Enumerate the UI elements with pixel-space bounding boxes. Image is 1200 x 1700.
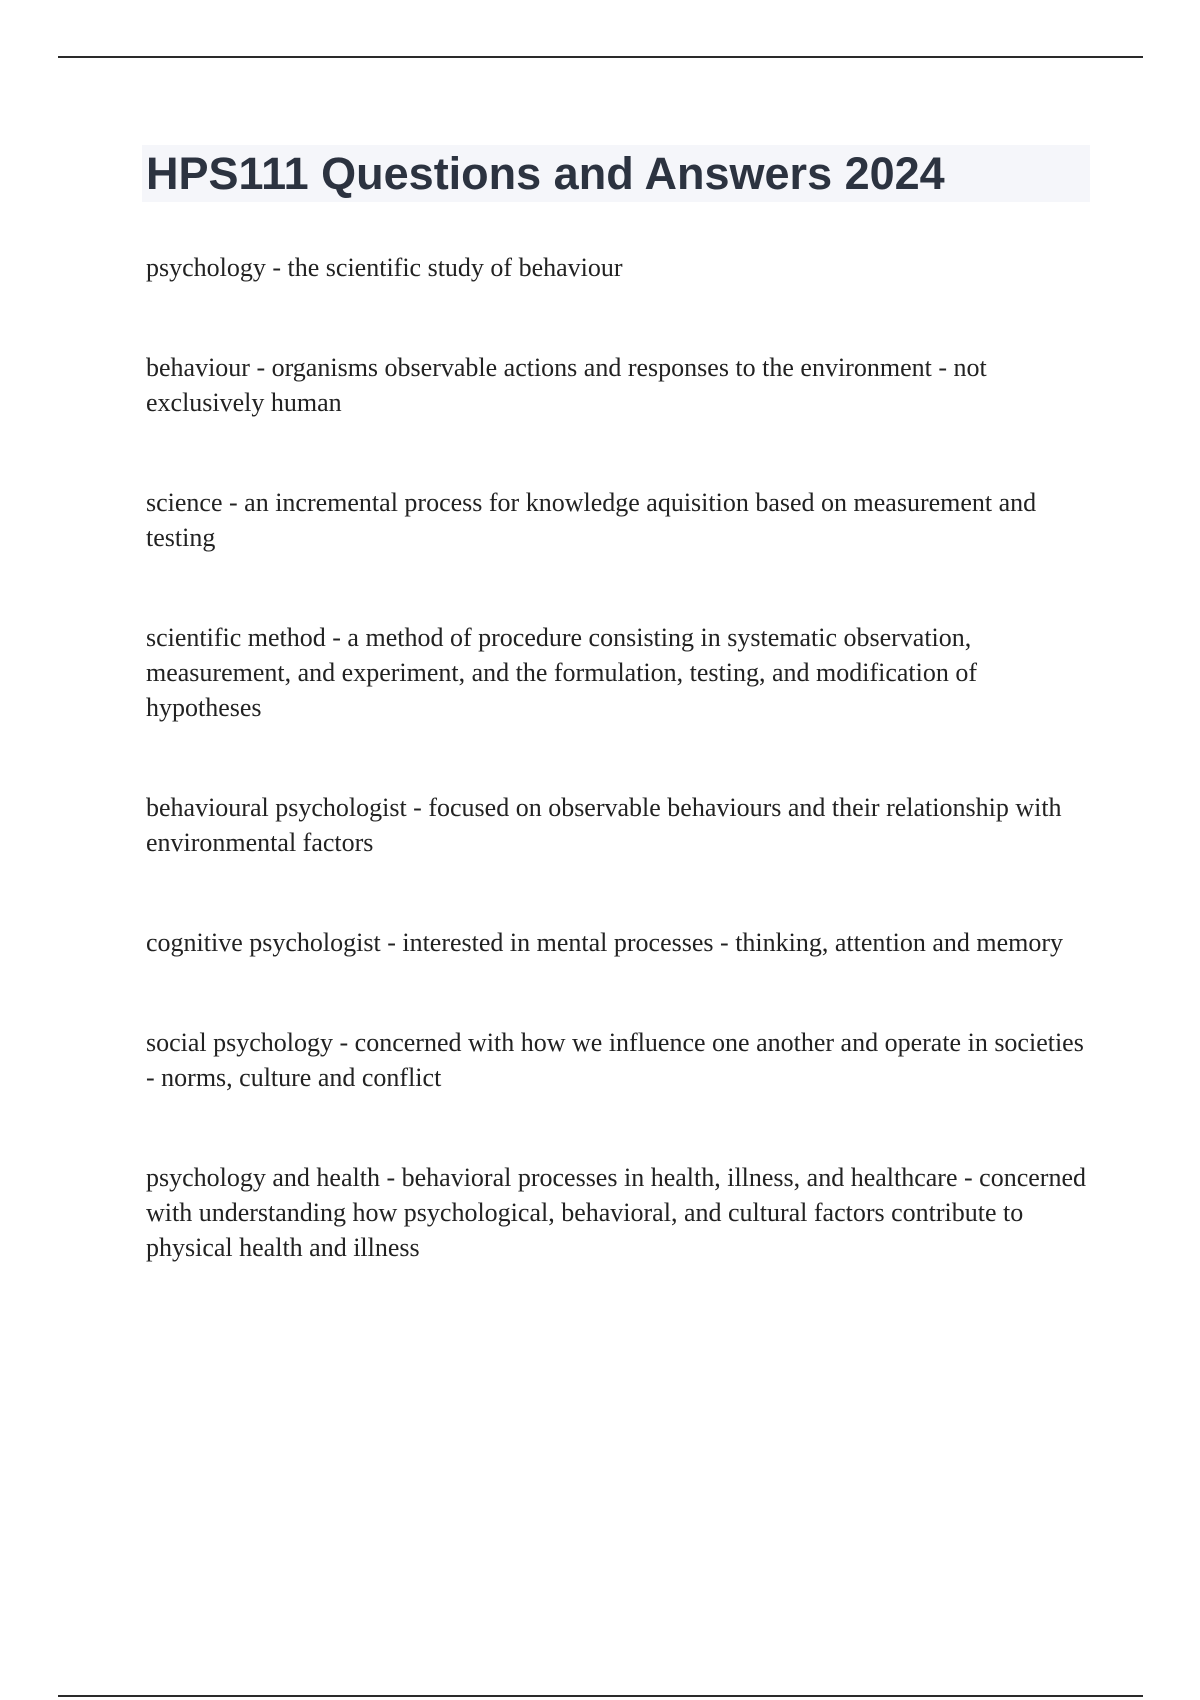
- entry-science: science - an incremental process for knowledge aquisition based on measurement and testing: [146, 488, 1037, 552]
- entry-psychology: psychology - the scientific study of behaviour: [146, 253, 623, 282]
- entry-behaviour: behaviour - organisms observable actions and responses to the environment - not exclusively human: [146, 353, 987, 417]
- entry-cognitive-psychologist: cognitive psychologist - interested in mental processes - thinking, attention and memory: [146, 928, 1064, 957]
- entry-behavioural-psychologist: behavioural psychologist - focused on observable behaviours and their relationship with environmental factors: [146, 793, 1062, 857]
- entry-psychology-and-health: psychology and health - behavioral processes in health, illness, and healthcare - concerned with understanding how psychological, behavioral, and cultural factors contribute to physical health and illness: [146, 1163, 1086, 1262]
- header-rule: [58, 56, 1143, 58]
- entry-list: [146, 250, 1091, 1330]
- title-block: [142, 145, 1090, 202]
- entry-social-psychology: social psychology - concerned with how we influence one another and operate in societies - norms, culture and conflict: [146, 1028, 1084, 1092]
- footer-rule: [58, 1695, 1143, 1697]
- page-title: HPS111 Questions and Answers 2024: [146, 148, 945, 199]
- entry-scientific-method: scientific method - a method of procedure consisting in systematic observation, measurement, and experiment, and the formulation, testing, and modification of hypotheses: [146, 623, 978, 722]
